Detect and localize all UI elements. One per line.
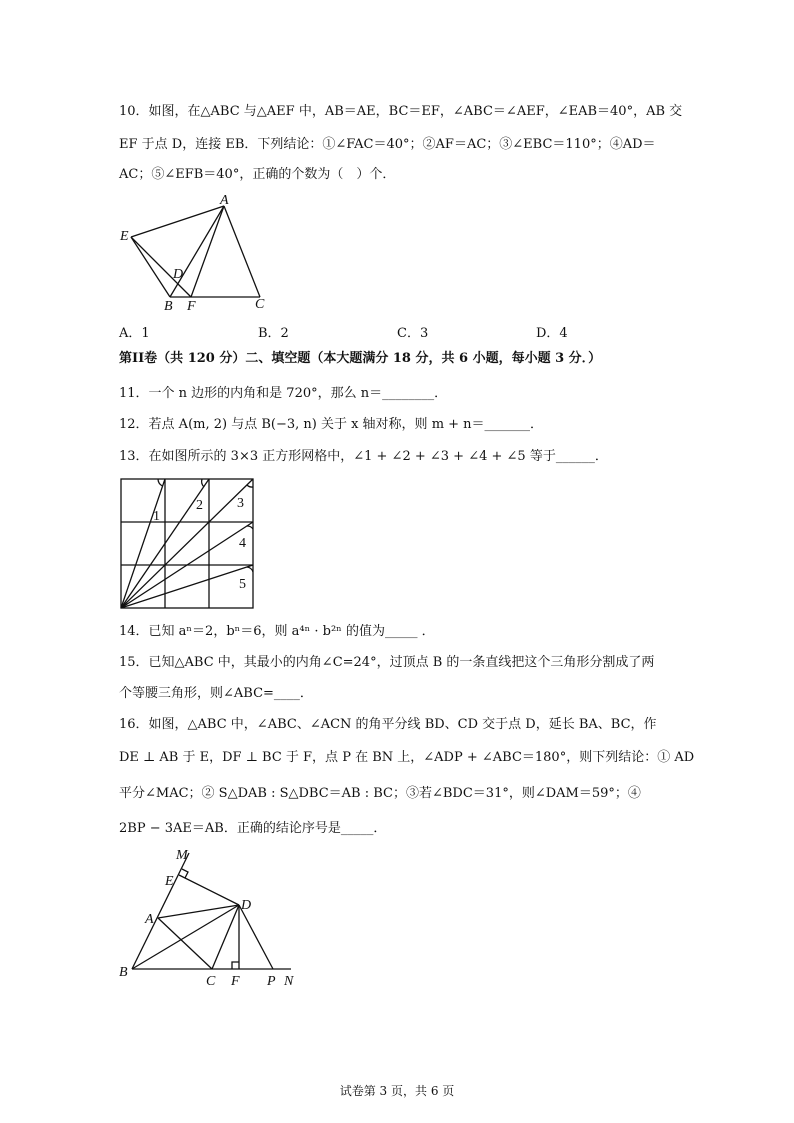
q16-line3: 平分∠MAC；② S△DAB : S△DBC＝AB : BC；③若∠BDC＝31°，则∠DAM＝59°；④ xyxy=(119,786,641,801)
angle-arc-3 xyxy=(247,485,253,487)
label-f: F xyxy=(231,974,240,989)
right-angle-f xyxy=(232,962,239,969)
q13-text: 13．在如图所示的 3×3 正方形网格中，∠1 + ∠2 + ∠3 + ∠4 + ∠5 等于______． xyxy=(119,449,608,464)
q13-grid-figure xyxy=(118,476,258,612)
angle-label-4: 4 xyxy=(239,536,246,551)
label-a: A xyxy=(145,912,154,927)
label-m: M xyxy=(176,848,188,863)
q16-figure xyxy=(113,843,308,991)
q15-line1: 15．已知△ABC 中，其最小的内角∠C=24°，过顶点 B 的一条直线把这个三角形分割成了两 xyxy=(119,655,655,670)
angle-arc-5 xyxy=(247,567,253,572)
label-b: B xyxy=(119,965,128,980)
angle-arc-2 xyxy=(202,479,204,487)
label-e: E xyxy=(120,229,129,244)
q10-choice-c: C．3 xyxy=(397,326,429,341)
angle-label-5: 5 xyxy=(239,577,246,592)
q10-line1: 10．如图，在△ABC 与△AEF 中，AB＝AE，BC＝EF，∠ABC＝∠AEF，∠EAB＝40°，AB 交 xyxy=(119,104,683,119)
q16-line4: 2BP − 3AE＝AB．正确的结论序号是_____． xyxy=(119,821,387,836)
label-e: E xyxy=(165,874,174,889)
segment-cd xyxy=(212,905,239,969)
label-b: B xyxy=(164,299,173,314)
angle-label-2: 2 xyxy=(196,498,203,513)
segment-ae xyxy=(131,206,224,237)
angle-label-3: 3 xyxy=(237,496,244,511)
q10-choice-b: B．2 xyxy=(258,326,289,341)
label-p: P xyxy=(267,974,276,989)
page-footer: 试卷第 3 页，共 6 页 xyxy=(339,1084,455,1098)
segment-ad xyxy=(158,905,239,918)
label-f: F xyxy=(187,299,196,314)
angle-arc-4 xyxy=(247,526,253,529)
q16-line2: DE ⊥ AB 于 E，DF ⊥ BC 于 F，点 P 在 BN 上，∠ADP + ∠ABC＝180°，则下列结论：① AD xyxy=(119,750,695,765)
q14-text: 14．已知 aⁿ＝2，bⁿ＝6，则 a⁴ⁿ · b²ⁿ 的值为_____ ． xyxy=(119,624,435,639)
segment-af xyxy=(191,206,224,297)
q16-line1: 16．如图，△ABC 中，∠ABC、∠ACN 的角平分线 BD、CD 交于点 D，延长 BA、BC，作 xyxy=(119,717,657,732)
angle-label-1: 1 xyxy=(153,509,160,524)
section-2-heading: 第II卷（共 120 分）二、填空题（本大题满分 18 分，共 6 小题，每小题 3 分．） xyxy=(119,351,602,366)
q15-line2: 个等腰三角形，则∠ABC=____． xyxy=(119,686,313,701)
q11-text: 11．一个 n 边形的内角和是 720°，那么 n＝________． xyxy=(119,386,448,401)
segment-ed xyxy=(179,875,239,905)
ray-3 xyxy=(121,479,253,608)
label-d: D xyxy=(173,267,184,282)
segment-ac xyxy=(224,206,260,297)
label-c: C xyxy=(206,974,216,989)
q10-choice-a: A．1 xyxy=(119,326,150,341)
segment-dp xyxy=(239,905,273,969)
q10-figure xyxy=(115,190,280,315)
q12-text: 12．若点 A(m, 2) 与点 B(−3, n) 关于 x 轴对称，则 m + n＝_______． xyxy=(119,417,544,432)
q10-line3: AC；⑤∠EFB＝40°，正确的个数为（ ）个． xyxy=(119,167,396,182)
q10-line2: EF 于点 D，连接 EB．下列结论：①∠FAC＝40°；②AF＝AC；③∠EBC＝110°；④AD＝ xyxy=(119,137,656,152)
label-n: N xyxy=(284,974,294,989)
label-c: C xyxy=(255,297,265,312)
segment-ab xyxy=(170,206,224,297)
q10-choice-d: D．4 xyxy=(536,326,568,341)
ray-1 xyxy=(121,479,165,608)
angle-arc-1 xyxy=(158,479,163,486)
ray-5 xyxy=(121,565,253,608)
label-d: D xyxy=(241,898,252,913)
label-a: A xyxy=(220,193,229,208)
segment-eb xyxy=(131,237,170,297)
